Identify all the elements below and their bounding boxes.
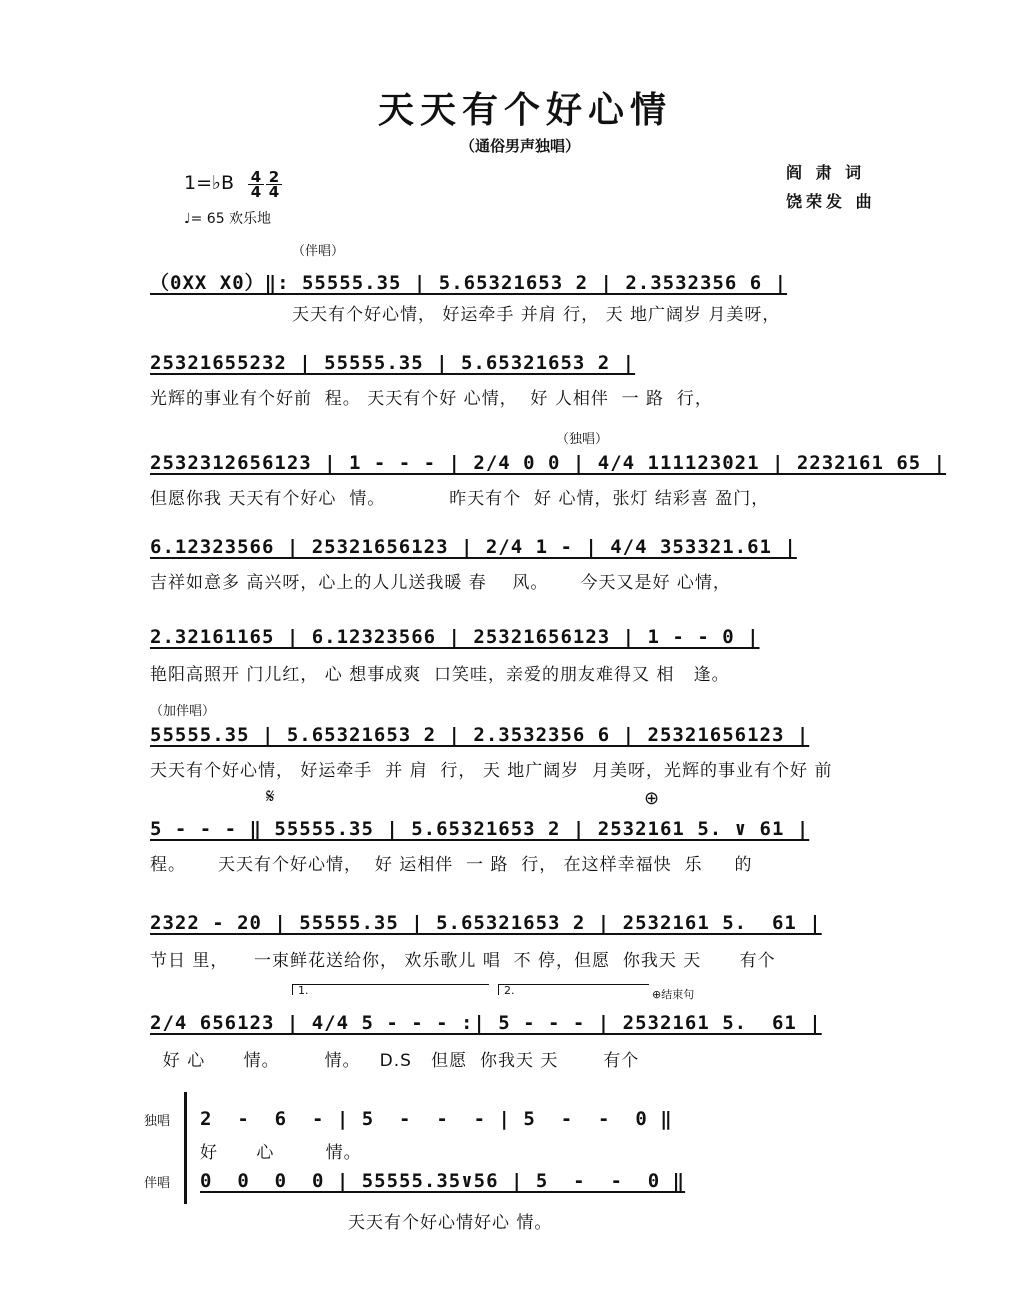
section-mark: （加伴唱）: [150, 704, 216, 719]
notation-line: 2/4 656123 | 4/4 5 - - - :| 5 - - - | 2532161 5. 61 |: [150, 1012, 822, 1034]
system-bracket: [184, 1092, 187, 1204]
solo-part-label: 独唱: [144, 1114, 171, 1129]
meter-bottom: 4: [248, 184, 264, 199]
solo-lyric-line: 好 心 情。: [200, 1143, 362, 1163]
notation-line: 2532312656123 | 1 - - - | 2/4 0 0 | 4/4 111123021 | 2232161 65 |: [150, 452, 947, 474]
volta-2-label: 2.: [504, 984, 515, 997]
lyric-line: 节日 里， 一束鲜花送给你， 欢乐歌儿 唱 不 停，但愿 你我天 天 有个: [150, 951, 776, 971]
notation-line: （0XX X0）‖: 55555.35 | 5.65321653 2 | 2.3532356 6 |: [150, 272, 788, 294]
tempo-marking: ♩= 65 欢乐地: [184, 211, 272, 227]
chorus-part-label: 伴唱: [144, 1176, 171, 1191]
time-signature-2: [266, 170, 282, 199]
notation-line: 2322 - 20 | 55555.35 | 5.65321653 2 | 2532161 5. 61 |: [150, 912, 822, 934]
lyric-line: 光辉的事业有个好前 程。 天天有个好 心情， 好 人相伴 一 路 行，: [150, 389, 713, 409]
notation-line: 6.12323566 | 25321656123 | 2/4 1 - | 4/4 353321.61 |: [150, 536, 797, 558]
lyric-line: 天天有个好心情， 好运牵手 并肩 行， 天 地广阔岁 月美呀，: [292, 305, 781, 325]
notation-line: 2.32161165 | 6.12323566 | 25321656123 | 1 - - 0 |: [150, 626, 760, 648]
ending-phrase-label: ⊕结束句: [652, 988, 695, 1001]
lyric-line: 但愿你我 天天有个好心 情。 昨天有个 好 心情，张灯 结彩喜 盈门，: [150, 489, 770, 509]
volta-1-label: 1.: [298, 984, 309, 997]
chorus-lyric-line: 天天有个好心情好心 情。: [348, 1213, 553, 1233]
notation-line: 25321655232 | 55555.35 | 5.65321653 2 |: [150, 352, 636, 374]
volta-2-bracket: [498, 984, 649, 995]
lyric-line: 天天有个好心情， 好运牵手 并 肩 行， 天 地广阔岁 月美呀，光辉的事业有个好 前: [150, 761, 833, 781]
coda-icon: ⊕: [644, 788, 660, 809]
chorus-notation-line: 0 0 0 0 | 55555.35∨56 | 5 - - 0 ‖: [200, 1170, 686, 1192]
lyric-line: 吉祥如意多 高兴呀，心上的人儿送我暖 春 风。 今天又是好 心情，: [150, 573, 731, 593]
song-subtitle: （通俗男声独唱）: [459, 137, 580, 155]
notation-line: 5 - - - ‖ 55555.35 | 5.65321653 2 | 2532161 5. ∨ 61 |: [150, 818, 810, 840]
lyric-line: 程。 天天有个好心情， 好 运相伴 一 路 行， 在这样幸福快 乐 的: [150, 855, 753, 875]
lyric-line: 艳阳高照开 门儿红， 心 想事成爽 口笑哇，亲爱的朋友难得又 相 逢。: [150, 665, 730, 685]
key-signature: 1=♭B: [184, 172, 235, 194]
meter-bottom: 4: [266, 184, 282, 199]
solo-notation-line: 2 - 6 - | 5 - - - | 5 - - 0 ‖: [200, 1108, 673, 1130]
lyricist-credit: 阎 肃 词: [786, 163, 866, 182]
notation-line: 55555.35 | 5.65321653 2 | 2.3532356 6 | 25321656123 |: [150, 724, 810, 746]
time-signature-1: [248, 170, 264, 199]
volta-1-bracket: [292, 984, 489, 995]
section-mark: （伴唱）: [292, 244, 345, 259]
segno-icon: 𝄋: [266, 784, 275, 808]
section-mark: （独唱）: [556, 432, 609, 447]
composer-credit: 饶荣发 曲: [786, 192, 876, 211]
song-title: 天天有个好心情: [377, 89, 672, 131]
meter-top: 2: [268, 168, 280, 186]
lyric-line: 好 心 情。 情。 D.S 但愿 你我天 天 有个: [150, 1051, 640, 1071]
meter-top: 4: [250, 168, 262, 186]
